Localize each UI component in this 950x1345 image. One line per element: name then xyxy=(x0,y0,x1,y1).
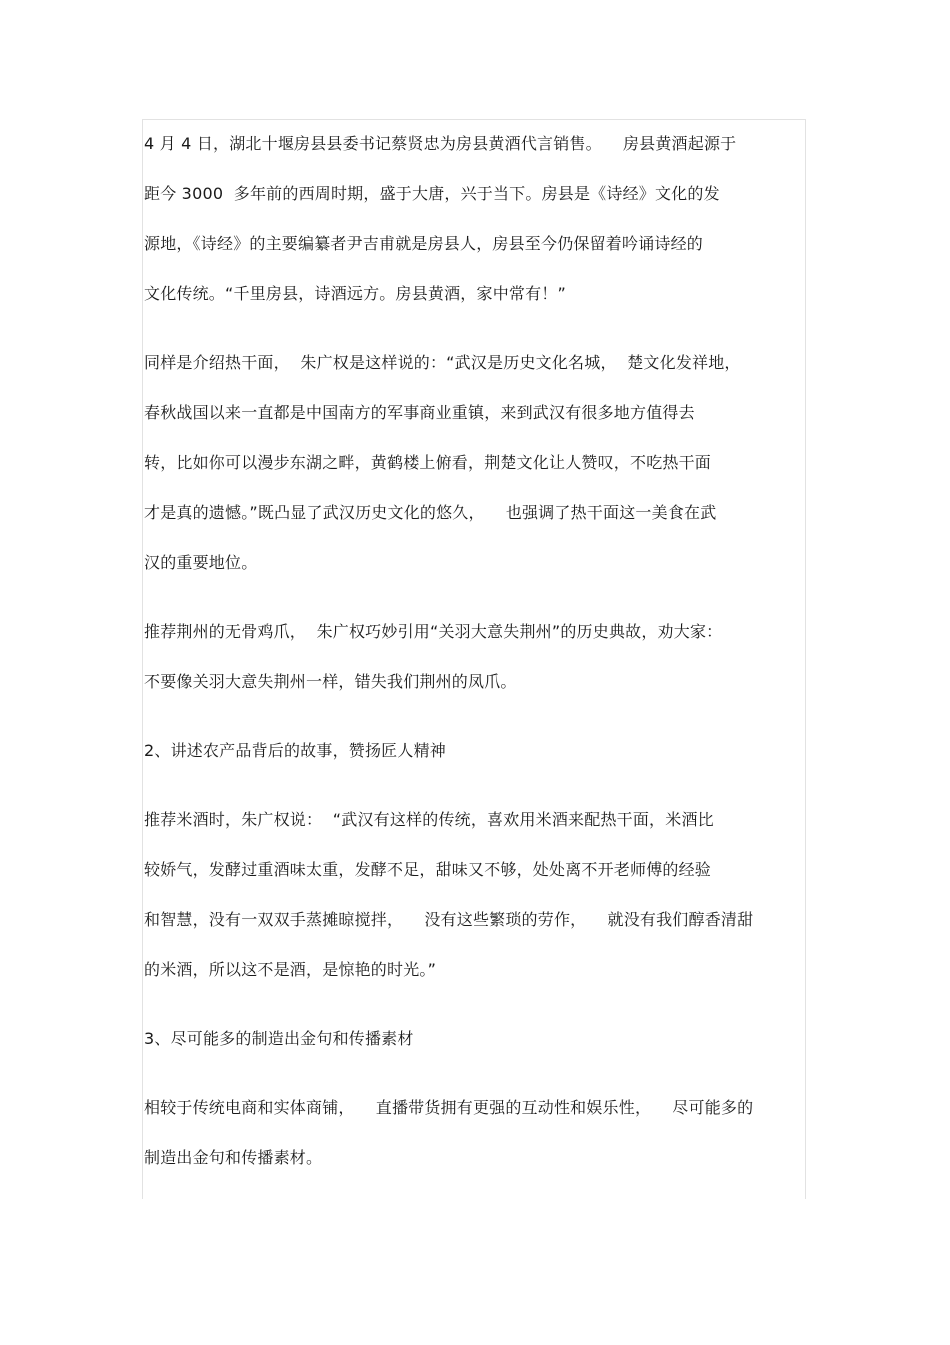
paragraph-3-line-1: 推荐荆州的无骨鸡爪， 朱广权巧妙引用“关羽大意失荆州”的历史典故，劝大家： xyxy=(144,622,723,641)
paragraph-3-line-2: 不要像关羽大意失荆州一样，错失我们荆州的凤爪。 xyxy=(144,672,517,691)
paragraph-4-line-1: 推荐米酒时，朱广权说： “武汉有这样的传统，喜欢用米酒来配热干面，米酒比 xyxy=(144,810,714,829)
paragraph-1-line-1: 4 月 4 日，湖北十堰房县县委书记蔡贤忠为房县黄酒代言销售。 房县黄酒起源于 xyxy=(144,134,737,153)
section-heading-2: 2、讲述农产品背后的故事，赞扬匠人精神 xyxy=(144,741,446,760)
paragraph-1-line-3: 源地，《诗经》的主要编纂者尹吉甫就是房县人，房县至今仍保留着吟诵诗经的 xyxy=(144,234,704,253)
paragraph-5-line-1: 相较于传统电商和实体商铺， 直播带货拥有更强的互动性和娱乐性， 尽可能多的 xyxy=(144,1098,754,1117)
paragraph-1-line-2: 距今 3000 多年前的西周时期，盛于大唐，兴于当下。房县是《诗经》文化的发 xyxy=(144,184,720,203)
paragraph-2-line-1: 同样是介绍热干面， 朱广权是这样说的：“武汉是历史文化名城， 楚文化发祥地， xyxy=(144,353,741,372)
paragraph-2-line-4: 才是真的遗憾。”既凸显了武汉历史文化的悠久， 也强调了热干面这一美食在武 xyxy=(144,503,717,522)
section-heading-3: 3、尽可能多的制造出金句和传播素材 xyxy=(144,1029,414,1048)
paragraph-4-line-2: 较娇气，发酵过重酒味太重，发酵不足，甜味又不够，处处离不开老师傅的经验 xyxy=(144,860,712,879)
paragraph-2-line-2: 春秋战国以来一直都是中国南方的军事商业重镇，来到武汉有很多地方值得去 xyxy=(144,403,695,422)
paragraph-4-line-4: 的米酒，所以这不是酒，是惊艳的时光。” xyxy=(144,960,437,979)
paragraph-5-line-2: 制造出金句和传播素材。 xyxy=(144,1148,323,1167)
paragraph-2-line-3: 转，比如你可以漫步东湖之畔，黄鹤楼上俯看，荆楚文化让人赞叹，不吃热干面 xyxy=(144,453,712,472)
paragraph-4-line-3: 和智慧，没有一双双手蒸摊晾搅拌， 没有这些繁琐的劳作， 就没有我们醇香清甜 xyxy=(144,910,754,929)
paragraph-2-line-5: 汉的重要地位。 xyxy=(144,553,258,572)
paragraph-1-line-4: 文化传统。“千里房县，诗酒远方。房县黄酒，家中常有！” xyxy=(144,284,566,303)
